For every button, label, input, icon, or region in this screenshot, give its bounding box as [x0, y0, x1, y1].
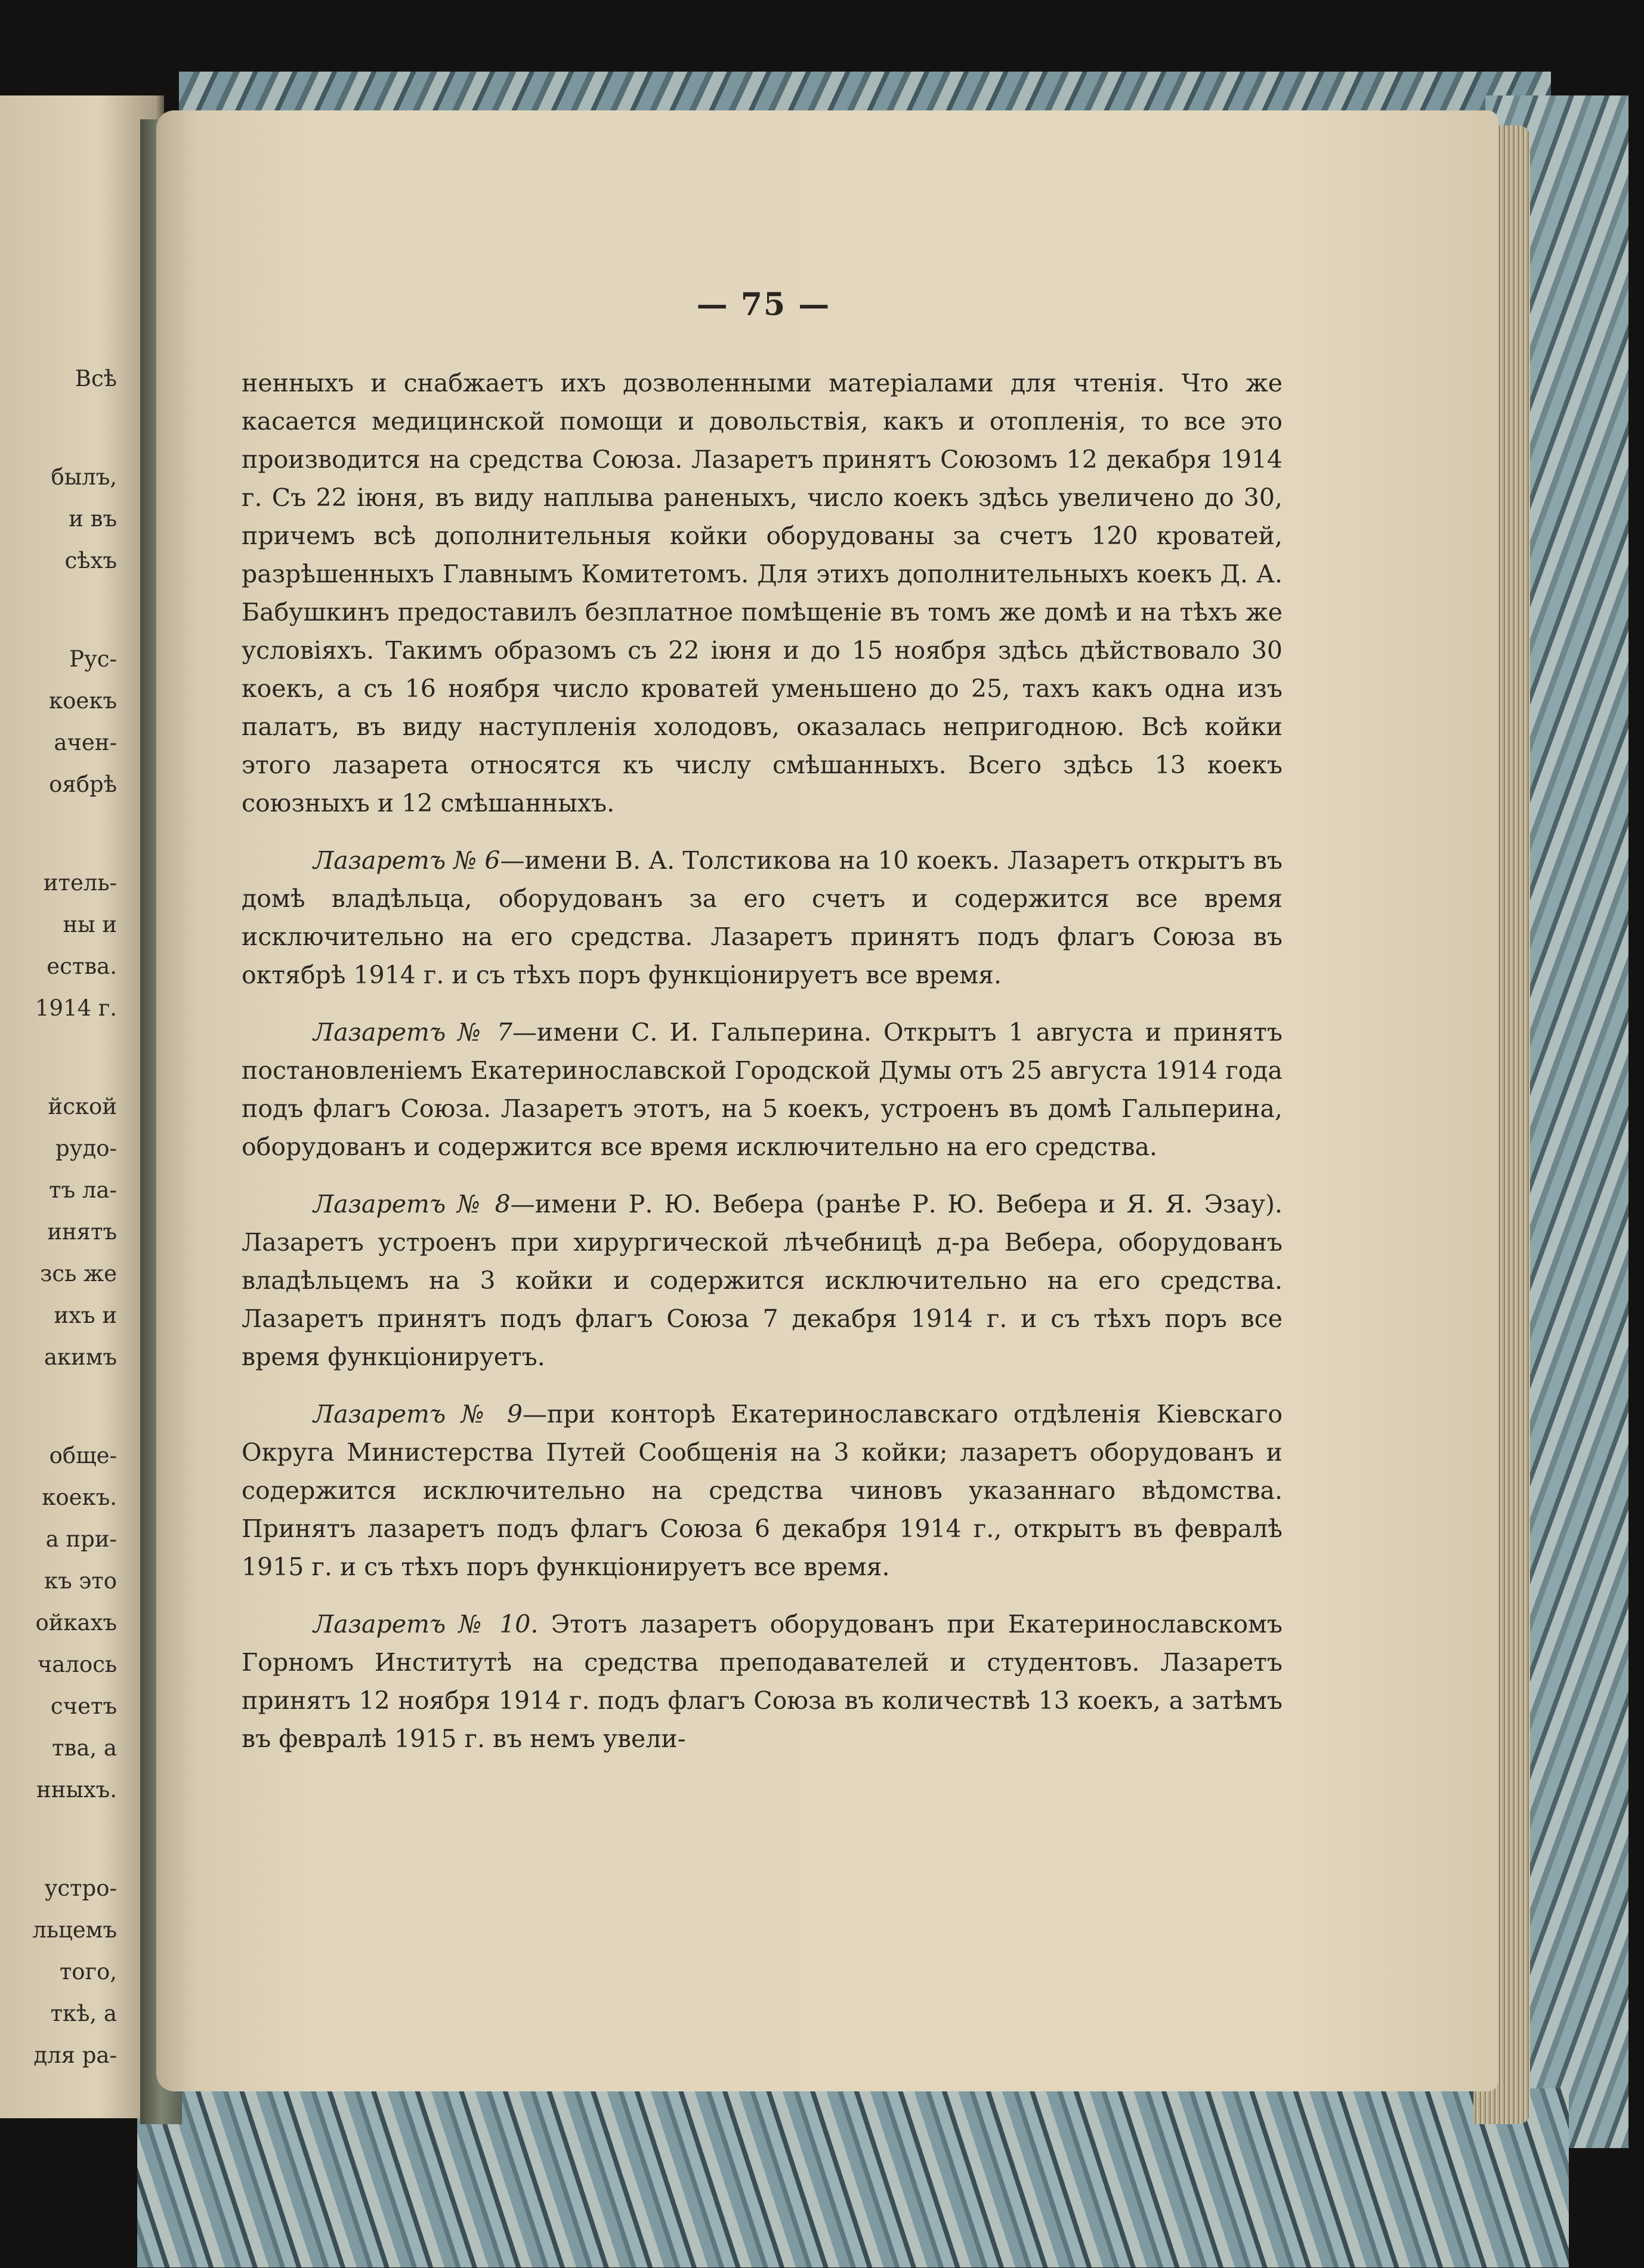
paragraph-lazaret-9 — [242, 1395, 1283, 1586]
left-page-line: йской — [48, 1094, 117, 1119]
left-page-line: обще- — [49, 1443, 117, 1468]
left-page-line: ткѣ, а — [50, 2001, 117, 2026]
left-page-line: ны и — [63, 912, 117, 937]
left-page-line: сѣхъ — [64, 548, 117, 573]
left-page-line: коекъ — [49, 688, 117, 714]
left-page-line: тъ ла- — [49, 1177, 117, 1203]
left-page-line — [0, 1378, 117, 1435]
left-page-line: Рус- — [69, 646, 117, 672]
paragraph-text: —имени В. А. Толстикова на 10 коекъ. Лазаретъ открытъ въ домѣ владѣльца, оборудованъ за его счетъ и содержится все время исключительно на его средства. Лазаретъ принятъ подъ флагъ Союза въ октябрѣ 1914 г. и съ тѣхъ поръ функціонируетъ все время. — [242, 846, 1283, 989]
left-page-line: устро- — [44, 1875, 117, 1901]
left-page-line: и въ — [69, 506, 117, 532]
left-page-line: былъ, — [51, 464, 117, 490]
paragraph-label: Лазаретъ № 6 — [313, 846, 500, 875]
paragraph — [242, 364, 1283, 822]
left-page-line: для ра- — [33, 2042, 117, 2068]
left-page-line: чалось — [37, 1652, 117, 1677]
paragraph-text: —имени С. И. Гальперина. Открытъ 1 августа и принятъ постановленіемъ Екатеринославской Городской Думы отъ 25 августа 1914 года подъ флагъ Союза. Лазаретъ этотъ, на 5 коекъ, устроенъ въ домѣ Гальперина, оборудованъ и содержится все время исключительно на его средства. — [242, 1018, 1283, 1161]
left-page-line: рудо- — [55, 1135, 117, 1161]
paragraph-label: Лазаретъ № 8 — [313, 1190, 511, 1218]
left-page-line — [0, 582, 117, 638]
left-page-line: ачен- — [54, 730, 117, 755]
left-page-line — [0, 1811, 117, 1868]
paragraph-lazaret-8 — [242, 1185, 1283, 1376]
left-page-line — [0, 1029, 117, 1086]
paragraph-lazaret-10 — [242, 1605, 1283, 1758]
paragraph-text: Этотъ лазаретъ оборудованъ при Екатеринославскомъ Горномъ Институтѣ на средства преподавателей и студентовъ. Лазаретъ принятъ 12 ноября 1914 г. подъ флагъ Союза въ количествѣ 13 коекъ, а затѣмъ въ февралѣ 1915 г. въ немъ увели- — [242, 1610, 1283, 1753]
left-page-line: коекъ. — [42, 1485, 117, 1510]
left-page-line: льцемъ — [32, 1917, 117, 1943]
paragraph-lazaret-6 — [242, 841, 1283, 994]
paragraph-label: Лазаретъ № 10. — [313, 1610, 539, 1638]
left-page-line: счетъ — [50, 1693, 117, 1719]
left-page-line: акимъ — [44, 1344, 117, 1370]
left-page-line: оябрѣ — [49, 772, 117, 797]
page-number: — 75 — — [696, 286, 831, 323]
left-page-line: Всѣ — [75, 366, 117, 391]
left-page-line: итель- — [43, 870, 117, 896]
left-page-line — [0, 400, 117, 456]
paragraph-text: —имени Р. Ю. Вебера (ранѣе Р. Ю. Вебера и Я. Я. Эзау). Лазаретъ устроенъ при хирургической лѣчебницѣ д-ра Вебера, оборудованъ владѣльцемъ на 3 койки и содержится исключительно на его средства. Лазаретъ принятъ подъ флагъ Союза 7 декабря 1914 г. и съ тѣхъ поръ все время функціонируетъ. — [242, 1190, 1283, 1371]
left-page-line — [0, 806, 117, 862]
left-page-line: ества. — [47, 954, 117, 979]
left-page-line: зсь же — [40, 1261, 117, 1286]
left-page-line: инятъ — [47, 1219, 117, 1245]
paragraph-label: Лазаретъ № 7 — [313, 1018, 512, 1047]
page-body — [242, 364, 1283, 1777]
book-cover-bottom — [137, 2088, 1569, 2267]
left-page-line: а при- — [45, 1526, 117, 1552]
paragraph-label: Лазаретъ № 9 — [313, 1400, 523, 1428]
left-page-line: ойкахъ — [35, 1610, 117, 1636]
left-page-line: 1914 г. — [35, 995, 117, 1021]
left-page-text-fragments — [0, 358, 117, 2076]
paragraph-lazaret-7 — [242, 1013, 1283, 1166]
paragraph-text: —при конторѣ Екатеринославскаго отдѣленія Кіевскаго Округа Министерства Путей Сообщенія на 3 койки; лазаретъ оборудованъ и содержится исключительно на средства чиновъ указаннаго вѣдомства. Принятъ лазаретъ подъ флагъ Союза 6 декабря 1914 г., открытъ въ февралѣ 1915 г. и съ тѣхъ поръ функціонируетъ все время. — [242, 1400, 1283, 1581]
left-page-line: къ это — [44, 1568, 117, 1594]
left-page-line: нныхъ. — [36, 1777, 117, 1803]
paragraph-text: ненныхъ и снабжаетъ ихъ дозволенными матеріалами для чтенія. Что же касается медицинской помощи и довольствія, какъ и отопленія, то все это производится на средства Союза. Лазаретъ принятъ Союзомъ 12 декабря 1914 г. Съ 22 іюня, въ виду наплыва раненыхъ, число коекъ здѣсь увеличено до 30, причемъ всѣ дополнительныя койки оборудованы за счетъ 120 кроватей, разрѣшенныхъ Главнымъ Комитетомъ. Для этихъ дополнительныхъ коекъ Д. А. Бабушкинъ предоставилъ безплатное помѣщеніе въ томъ же домѣ и на тѣхъ же условіяхъ. Такимъ образомъ съ 22 іюня и до 15 ноября здѣсь дѣйствовало 30 коекъ, а съ 16 ноября число кроватей уменьшено до 25, тахъ какъ одна изъ палатъ, въ виду наступленія холодовъ, оказалась непригодною. Всѣ койки этого лазарета относятся къ числу смѣшанныхъ. Всего здѣсь 13 коекъ союзныхъ и 12 смѣшанныхъ. — [242, 369, 1283, 817]
left-page-line: того, — [59, 1959, 117, 1985]
left-page-line: ихъ и — [54, 1303, 117, 1328]
left-page-line: тва, а — [52, 1735, 117, 1761]
